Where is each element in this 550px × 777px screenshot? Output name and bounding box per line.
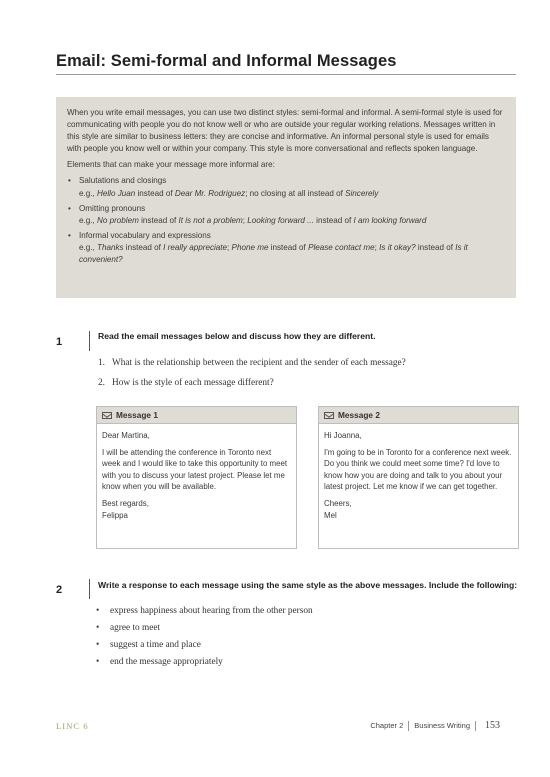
item-example: e.g., Hello Juan instead of Dear Mr. Rodriguez; no closing at all instead of Sincerely	[79, 188, 379, 198]
list-item: • express happiness about hearing from the other person	[96, 606, 313, 616]
footer-divider	[475, 721, 476, 731]
title-divider	[56, 74, 516, 75]
page-title: Email: Semi-formal and Informal Messages	[56, 52, 397, 70]
message-card-1	[96, 406, 297, 549]
item-heading: Informal vocabulary and expressions	[79, 230, 211, 240]
item-example: e.g., Thanks instead of I really appreciate; Phone me instead of Please contact me; Is it okay? instead of Is it convenient?	[79, 242, 468, 265]
bullet-icon: •	[68, 230, 71, 240]
footer-chapter: Chapter 2	[370, 721, 404, 730]
bullet-icon: •	[68, 203, 71, 213]
question-item: 2. How is the style of each message different?	[98, 378, 274, 388]
envelope-icon	[324, 412, 334, 419]
message-header	[97, 407, 296, 424]
envelope-icon	[102, 412, 112, 419]
message-label: Message 2	[338, 410, 380, 420]
task-divider	[89, 579, 90, 599]
footer-section: Business Writing	[414, 721, 470, 730]
list-item	[67, 230, 504, 266]
message-header	[319, 407, 518, 424]
footer-course: LINC 6	[56, 721, 89, 731]
message-label: Message 1	[116, 410, 158, 420]
message-body	[97, 424, 296, 521]
message-greeting: Dear Martina,	[102, 431, 150, 440]
message-signature: Felippa	[102, 510, 128, 520]
list-item: • agree to meet	[96, 623, 161, 633]
info-lead: Elements that can make your message more informal are:	[67, 160, 275, 170]
message-closing: Cheers,	[324, 498, 352, 508]
message-text: I will be attending the conference in Toronto next week and I would like to take this opportunity to meet with you to discuss your latest project. Please let me know when you will be available.	[102, 447, 288, 492]
footer-nav	[370, 720, 500, 731]
page-number: 153	[485, 720, 500, 731]
info-list	[67, 175, 504, 266]
message-card-2	[318, 406, 519, 549]
question-item: 1. What is the relationship between the recipient and the sender of each message?	[98, 358, 406, 368]
list-item: • suggest a time and place	[96, 640, 201, 650]
message-body	[319, 424, 518, 521]
message-signature: Mel	[324, 510, 337, 520]
task-instruction: Read the email messages below and discuss how they are different.	[98, 331, 376, 341]
info-intro: When you write email messages, you can use two distinct styles: semi-formal and informal. A semi-formal style is used for communicating with people you do not know well or who are outside your regular working relations. Messages written in this style are similar to business letters: they are concise and informative. An informal personal style is used for emails with people you know well or within your company. This style is more conversational and reflects spoken language.	[67, 108, 503, 154]
task-number: 1	[56, 336, 63, 348]
message-closing: Best regards,	[102, 498, 149, 508]
task-number: 2	[56, 584, 63, 596]
list-item	[67, 175, 504, 199]
task-instruction: Write a response to each message using the same style as the above messages. Include the following:	[98, 580, 518, 590]
list-item	[67, 203, 504, 227]
item-example: e.g., No problem instead of It is not a problem; Looking forward ... instead of I am looking forward	[79, 215, 427, 225]
info-box	[56, 97, 516, 298]
footer-divider	[408, 721, 409, 731]
bullet-icon: •	[68, 176, 71, 186]
task-divider	[89, 331, 90, 351]
message-text: I'm going to be in Toronto for a conference next week. Do you think we could meet some time? I'd love to know how you are doing and talk to you about your latest project. Let me know if we can get together.	[324, 447, 512, 492]
item-heading: Omitting pronouns	[79, 203, 146, 213]
item-heading: Salutations and closings	[79, 176, 167, 186]
message-greeting: Hi Joanna,	[324, 431, 362, 440]
list-item: • end the message appropriately	[96, 657, 223, 667]
